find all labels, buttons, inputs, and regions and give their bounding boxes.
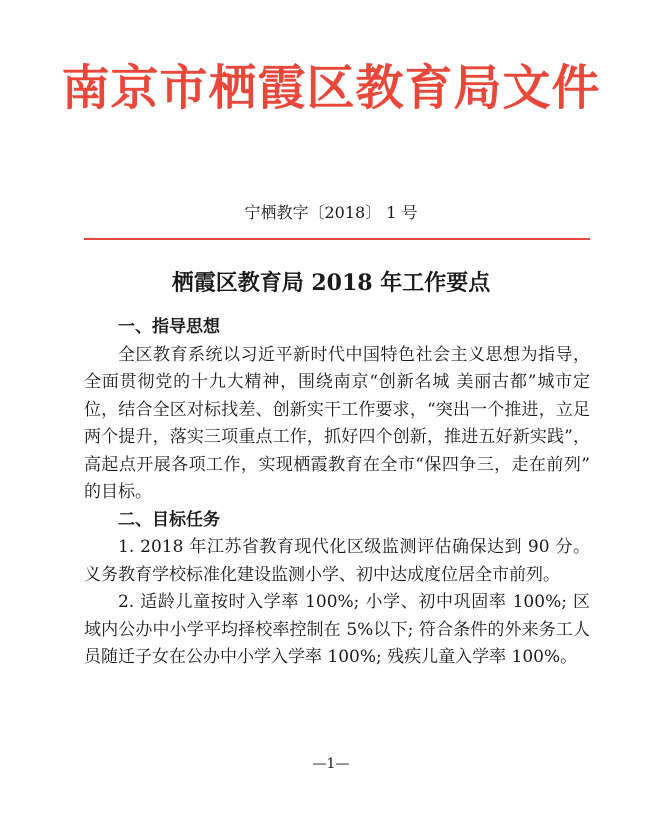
section-paragraph: 1. 2018 年江苏省教育现代化区级监测评估确保达到 90 分。义务教育学校标准化建设监测小学、初中达成度位居全市前列。 xyxy=(84,537,590,585)
document-number: 宁栖教字〔2018〕 1 号 xyxy=(244,203,418,222)
section-heading-goals-tasks: 二、目标任务 xyxy=(118,509,220,530)
document-body xyxy=(84,314,590,672)
section-paragraph: 2. 适龄儿童按时入学率 100%; 小学、初中巩固率 100%; 区域内公办中小学平均择校率控制在 5%以下; 符合条件的外来务工人员随迁子女在公办中小学入学率 100%; 残疾儿童入学率 100%。 xyxy=(84,592,590,667)
section-heading-guiding-ideology: 一、指导思想 xyxy=(118,317,220,337)
document-title: 栖霞区教育局 2018 年工作要点 xyxy=(171,270,491,296)
red-divider-line xyxy=(84,238,590,240)
section-paragraph: 全区教育系统以习近平新时代中国特色社会主义思想为指导，全面贯彻党的十九大精神，围绕南京“创新名城 美丽古都”城市定位，结合全区对标找差、创新实干工作要求，“突出一个推进，立足两个提升，落实三项重点工作，抓好四个创新，推进五好新实践”，高起点开展各项工作，实现栖霞教育在全市“保四争三，走在前列” 的目标。 xyxy=(84,344,590,502)
page-number: —1— xyxy=(312,756,350,772)
masthead-title: 南京市栖霞区教育局文件 xyxy=(61,60,601,116)
